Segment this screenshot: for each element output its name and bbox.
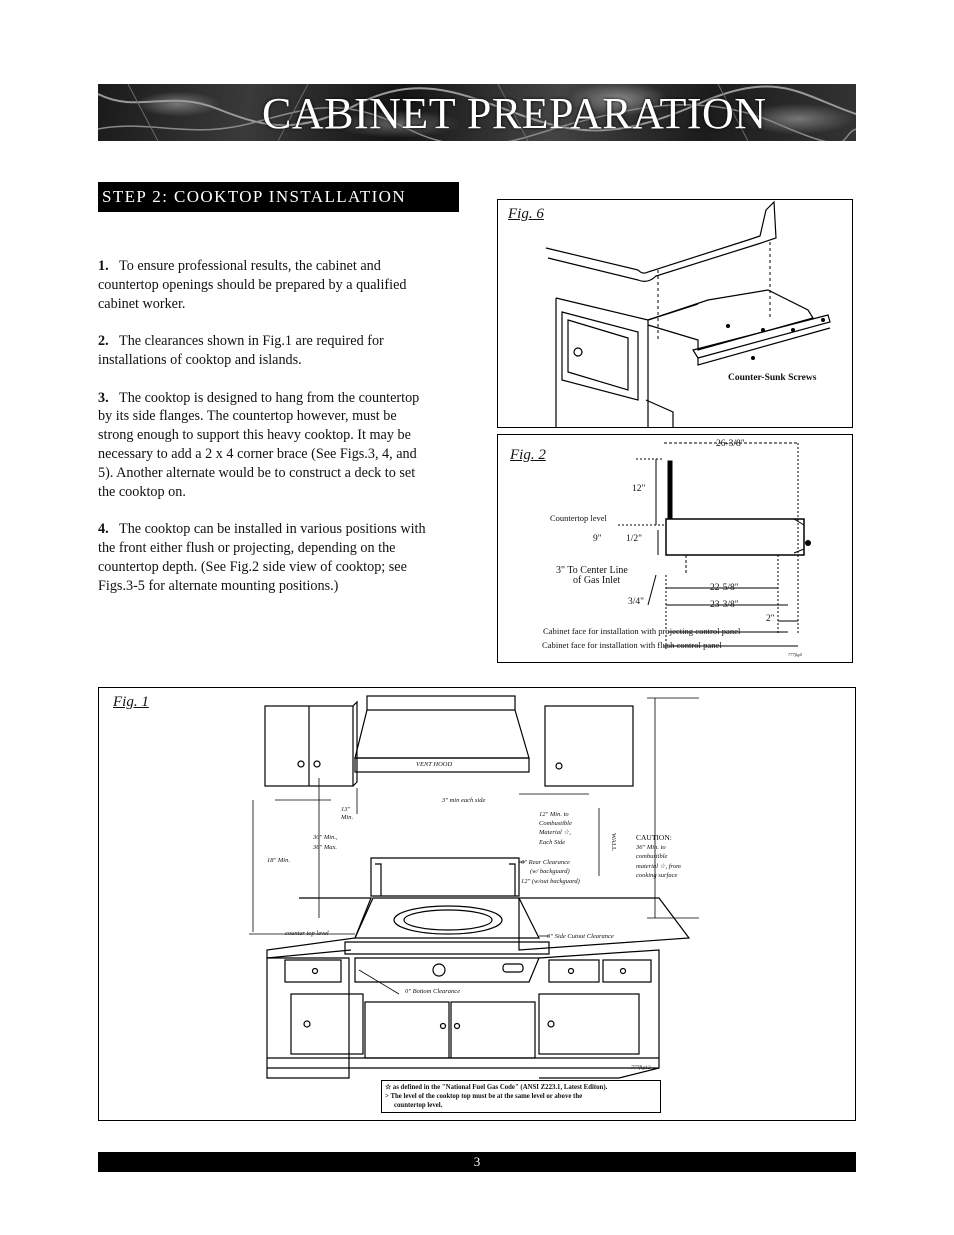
- step-1: 1. To ensure professional results, the cabinet and countertop openings should be prepared by a qualified cabinet worker.: [98, 258, 407, 312]
- fig1-rear-1: 0" Rear Clearance: [521, 859, 570, 866]
- fig1-rear-2: (w/ backguard): [530, 868, 570, 875]
- fig2-dim-half: 1/2": [626, 534, 643, 544]
- notes-box: [381, 1080, 661, 1113]
- fig1-rear-3: 12" (w/out backguard): [521, 878, 580, 885]
- fig2-code: 777fig4: [788, 652, 802, 657]
- fig1-combust-4: Each Side: [539, 839, 566, 846]
- fig2-dim-2338: 23-3/8": [710, 600, 739, 610]
- fig1-combust-2: Combustible: [539, 820, 572, 827]
- fig1-36max: 36" Max.: [313, 844, 338, 851]
- fig1-label: Fig. 1: [113, 694, 149, 710]
- fig1-vent-label: VENT HOOD: [416, 761, 453, 768]
- step-4: 4. The cooktop can be installed in various positions with the front either flush or projecting, depending on the countertop depth. (See Fig.2 side view of cooktop; see Figs.3-5 for alternate mounting positions.): [98, 521, 426, 594]
- fig2-face-flush: Cabinet face for installation with flush control panel: [542, 640, 722, 650]
- fig1-countertop: counter top level: [285, 930, 329, 937]
- fig1-bottom-clearance: 0" Bottom Clearance: [405, 988, 461, 995]
- fig2-dim-34: 3/4": [628, 597, 645, 607]
- fig2-dim-2: 2": [766, 614, 775, 624]
- page-title: CABINET PREPARATION: [262, 89, 767, 138]
- step-heading: STEP 2: COOKTOP INSTALLATION: [98, 182, 459, 212]
- fig6-box: [497, 199, 853, 428]
- fig1-caution: CAUTION:: [636, 833, 672, 842]
- fig6-screws-label: Counter-Sunk Screws: [728, 373, 817, 383]
- fig2-gas: 3" To Center Line: [556, 565, 628, 576]
- fig2-box: [497, 434, 853, 663]
- fig2-dim-2258: 22-5/8": [710, 583, 739, 593]
- fig1-caution-4: material ☆, from: [636, 863, 681, 870]
- fig2-face-projecting: Cabinet face for installation with projecting control panel: [543, 626, 741, 636]
- fig1-18: 18" Min.: [267, 857, 290, 864]
- fig1-code: 777fig12: [631, 1065, 651, 1071]
- fig2-countertop: Countertop level: [550, 513, 607, 523]
- fig1-caution-5: cooking surface: [636, 872, 678, 879]
- note-3: countertop level.: [394, 1102, 443, 1109]
- step-2: 2. The clearances shown in Fig.1 are required for installations of cooktop and islands.: [98, 333, 384, 368]
- fig1-combust-1: 12" Min. to: [539, 811, 569, 818]
- fig1-min3: 3" min each side: [442, 797, 486, 804]
- fig2-label: Fig. 2: [510, 447, 546, 463]
- fig1-13: 13": [341, 806, 351, 813]
- fig1-caution-2: 36" Min. to: [636, 844, 666, 851]
- note-2: > The level of the cooktop top must be at the same level or above the: [385, 1093, 583, 1100]
- fig1-30: 30" Min.,: [313, 834, 338, 841]
- fig1-drawing: [99, 688, 855, 1120]
- page-number: 3: [98, 1152, 856, 1172]
- note-1: ☆ as defined in the "National Fuel Gas Code" (ANSI Z223.1, Latest Editon).: [385, 1084, 608, 1091]
- fig1-wall: WALL: [610, 832, 618, 852]
- fig6-label: Fig. 6: [508, 206, 544, 222]
- fig2-dim-top: 26-3/8": [716, 439, 745, 449]
- instructions: [98, 257, 428, 614]
- fig1-box: [98, 687, 856, 1121]
- fig2-dim-12: 12": [632, 484, 646, 494]
- fig1-caution-3: combustible: [636, 853, 668, 860]
- fig2-gas2: of Gas Inlet: [573, 575, 621, 586]
- step-3: 3. The cooktop is designed to hang from the countertop by its side flanges. The countertop however, must be strong enough to support this heavy cooktop. It may be necessary to add a 2 x 4 corner brace (See Figs.3, 4, and 5). Another alternate would be to construct a deck to set the cooktop on.: [98, 389, 420, 500]
- fig1-13-min: Min.: [341, 814, 354, 821]
- fig1-combust-3: Material ☆,: [539, 829, 571, 836]
- fig6-drawing: [498, 200, 852, 427]
- fig1-side-clearance: 0" Side Cutout Clearance: [547, 933, 614, 940]
- title-banner: [98, 84, 856, 141]
- fig2-dim-9: 9": [593, 534, 602, 544]
